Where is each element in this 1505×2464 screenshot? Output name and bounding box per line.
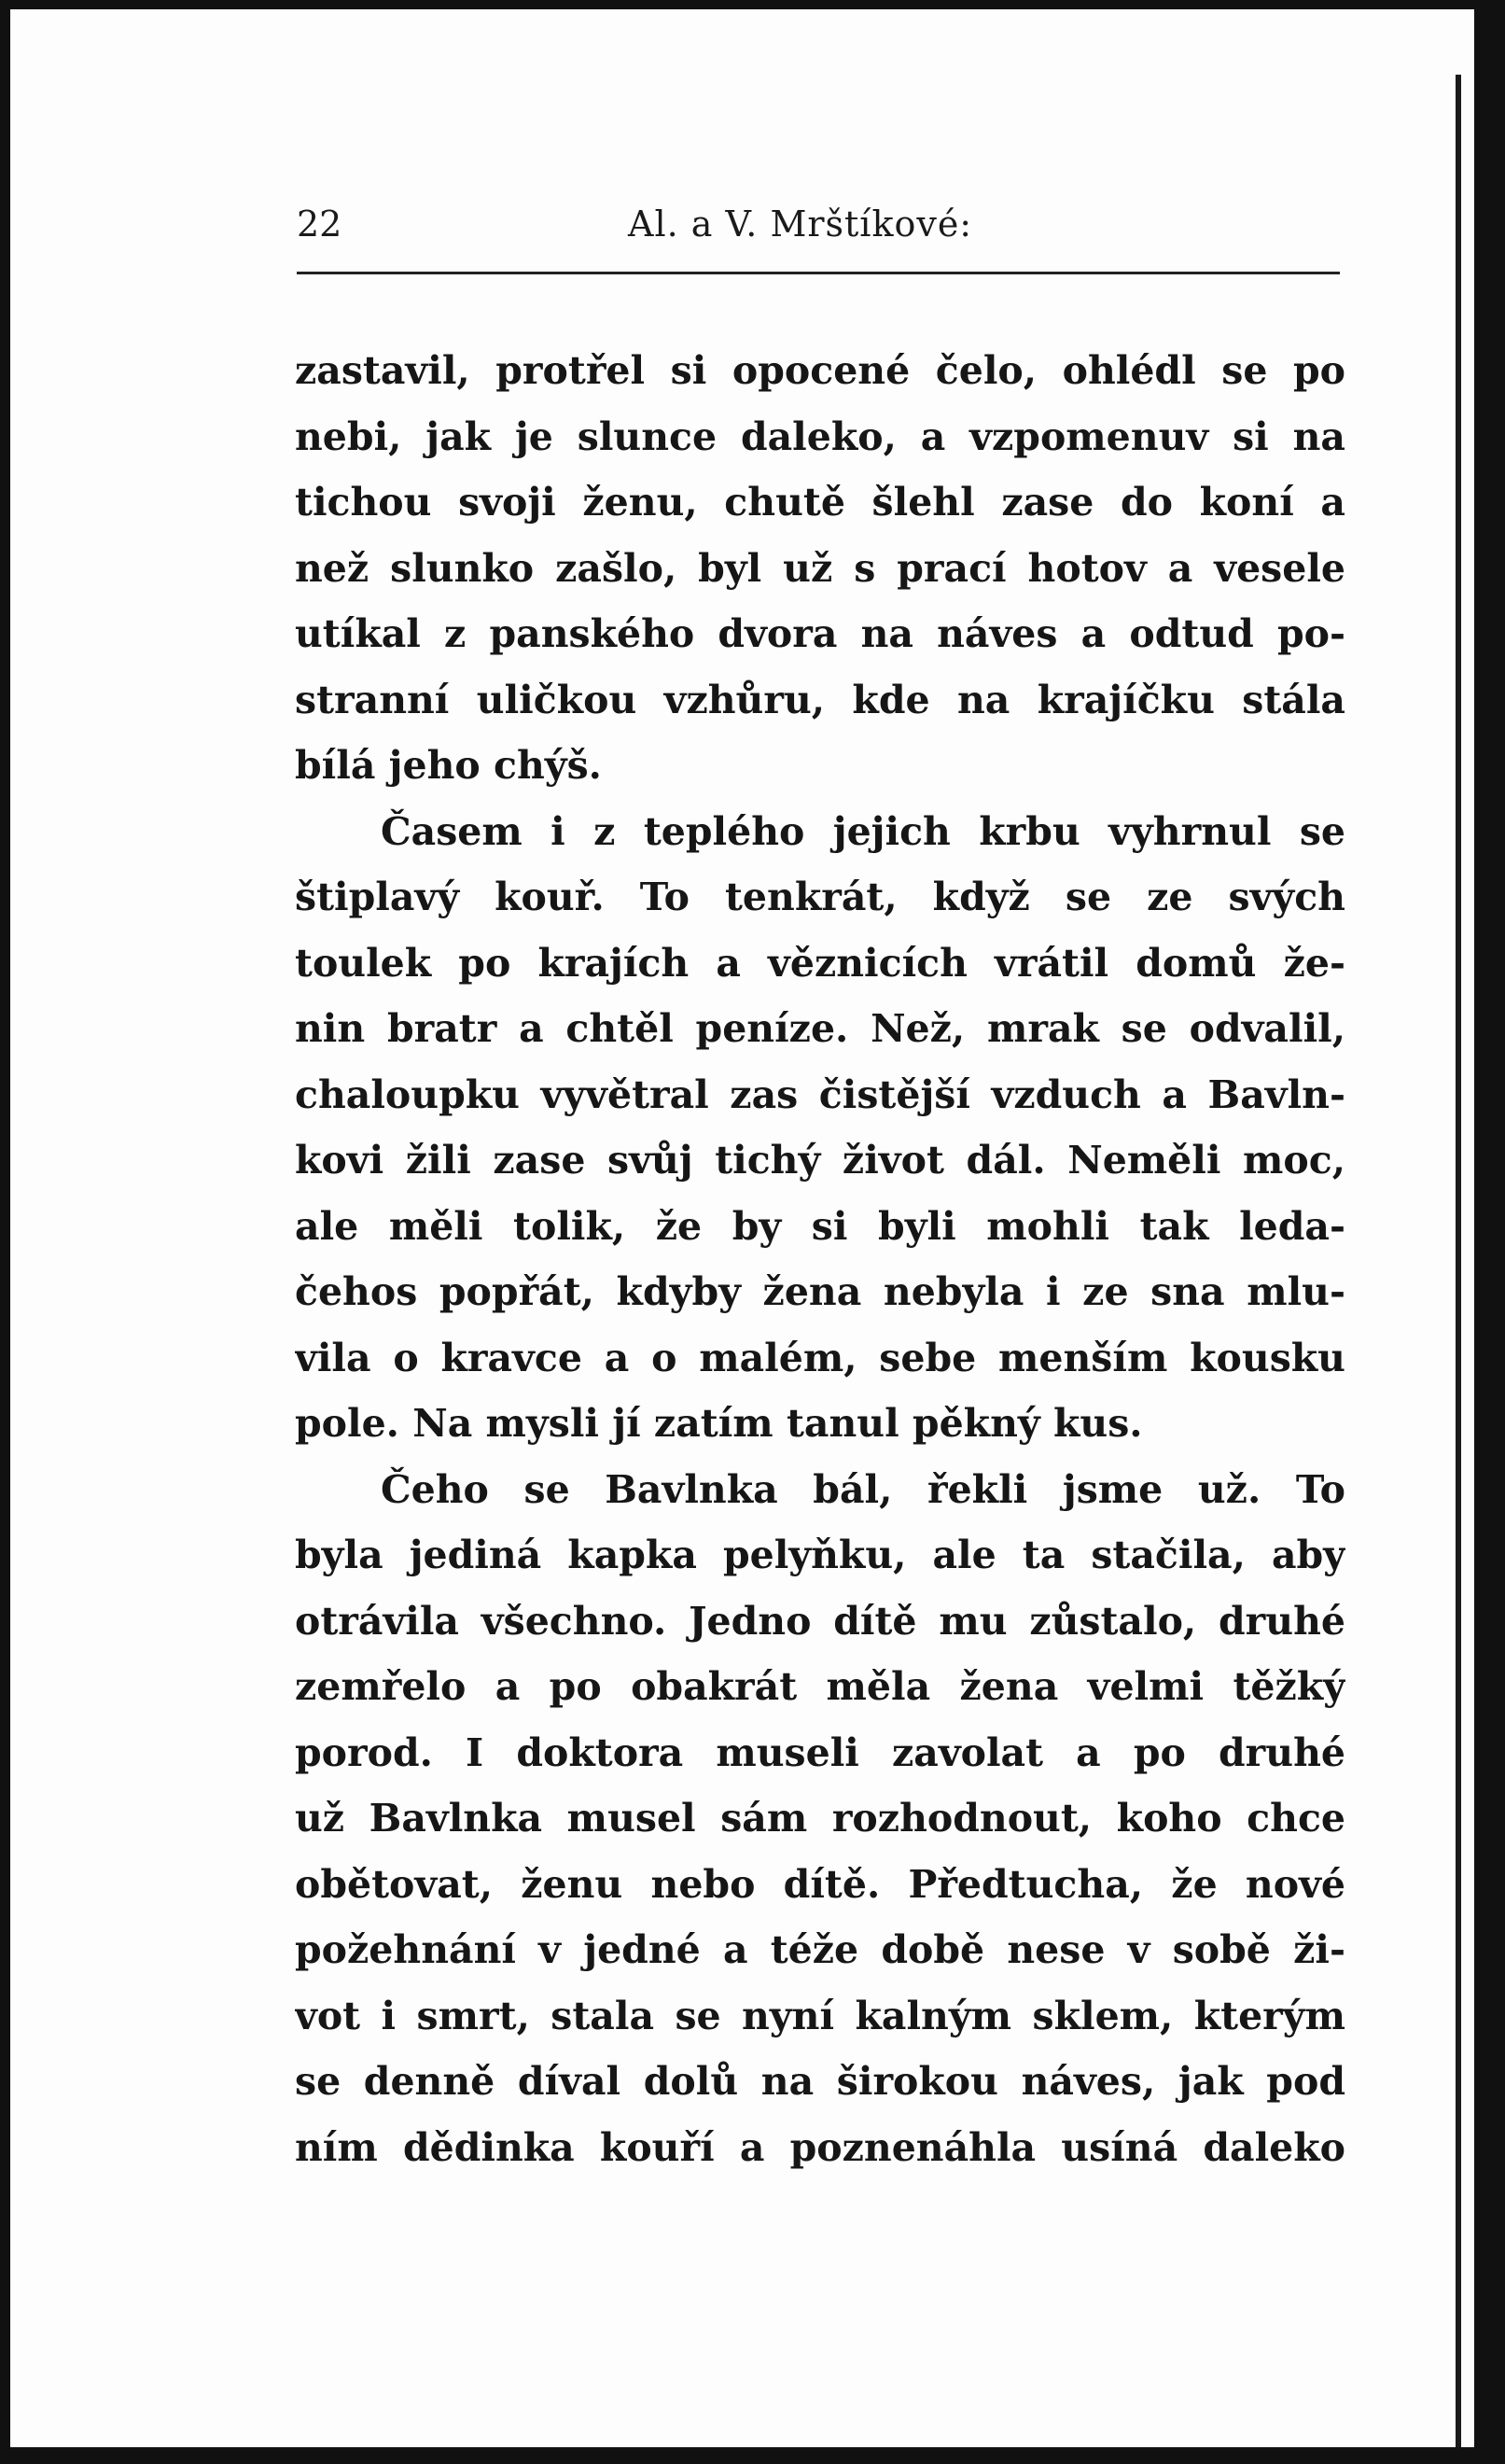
scan-border-right-inner [1456,75,1461,2464]
scan-border-top [0,0,1505,9]
text-line: ním dědinka kouří a poznenáhla usíná daleko [295,2124,1345,2170]
text-line: stranní uličkou vzhůru, kde na krajíčku stála [295,677,1345,722]
text-line: vot i smrt, stala se nyní kalným sklem, kterým [295,1993,1345,2038]
text-line: utíkal z panského dvora na náves a odtud po- [295,611,1345,656]
text-line: bílá jeho chýš. [295,743,602,788]
text-line: čehos popřát, kdyby žena nebyla i ze sna mlu- [295,1269,1345,1314]
text-line: Čeho se Bavlnka bál, řekli jsme už. To [381,1466,1345,1512]
text-line: Časem i z teplého jejich krbu vyhrnul se [381,808,1345,854]
text-line: otrávila všechno. Jedno dítě mu zůstalo, druhé [295,1598,1345,1644]
page-number: 22 [297,203,342,245]
text-line: byla jediná kapka pelyňku, ale ta stačila, aby [295,1533,1345,1577]
text-line: nin bratr a chtěl peníze. Než, mrak se odvalil, [295,1006,1345,1051]
text-line: ale měli tolik, že by si byli mohli tak leda- [295,1203,1345,1249]
text-line: než slunko zašlo, byl už s prací hotov a vesele [295,545,1345,591]
text-line: zastavil, protřel si opocené čelo, ohlédl se po [295,348,1345,393]
text-line: tichou svoji ženu, chutě šlehl zase do koní a [295,480,1345,525]
text-line: chaloupku vyvětral zas čistější vzduch a Bavln- [295,1071,1345,1117]
text-line: zemřelo a po obakrát měla žena velmi těžký [295,1664,1345,1709]
header-rule [297,272,1340,274]
running-head-title: Al. a V. Mrštíkové: [628,203,973,245]
text-line: už Bavlnka musel sám rozhodnout, koho chce [295,1796,1345,1841]
body-text [295,338,1345,2180]
running-head [297,203,1351,256]
text-line: toulek po krajích a věznicích vrátil domů že- [295,940,1345,986]
text-line: požehnání v jedné a téže době nese v sobě ži- [295,1927,1345,1972]
text-line: pole. Na mysli jí zatím tanul pěkný kus. [295,1401,1143,1446]
scan-border-bottom [0,2447,1505,2464]
text-line: porod. I doktora museli zavolat a po druhé [295,1729,1345,1775]
text-line: se denně díval dolů na širokou náves, jak pod [295,2059,1345,2104]
text-line: nebi, jak je slunce daleko, a vzpomenuv si na [295,413,1345,459]
text-line: kovi žili zase svůj tichý život dál. Neměli moc, [295,1138,1345,1183]
text-line: vila o kravce a o malém, sebe menším kousku [295,1335,1345,1380]
text-line: štiplavý kouř. To tenkrát, když se ze svých [295,875,1345,919]
text-line: obětovat, ženu nebo dítě. Předtucha, že nové [295,1861,1345,1907]
scan-border-right [1474,0,1505,2464]
scan-border-left [0,0,10,2464]
